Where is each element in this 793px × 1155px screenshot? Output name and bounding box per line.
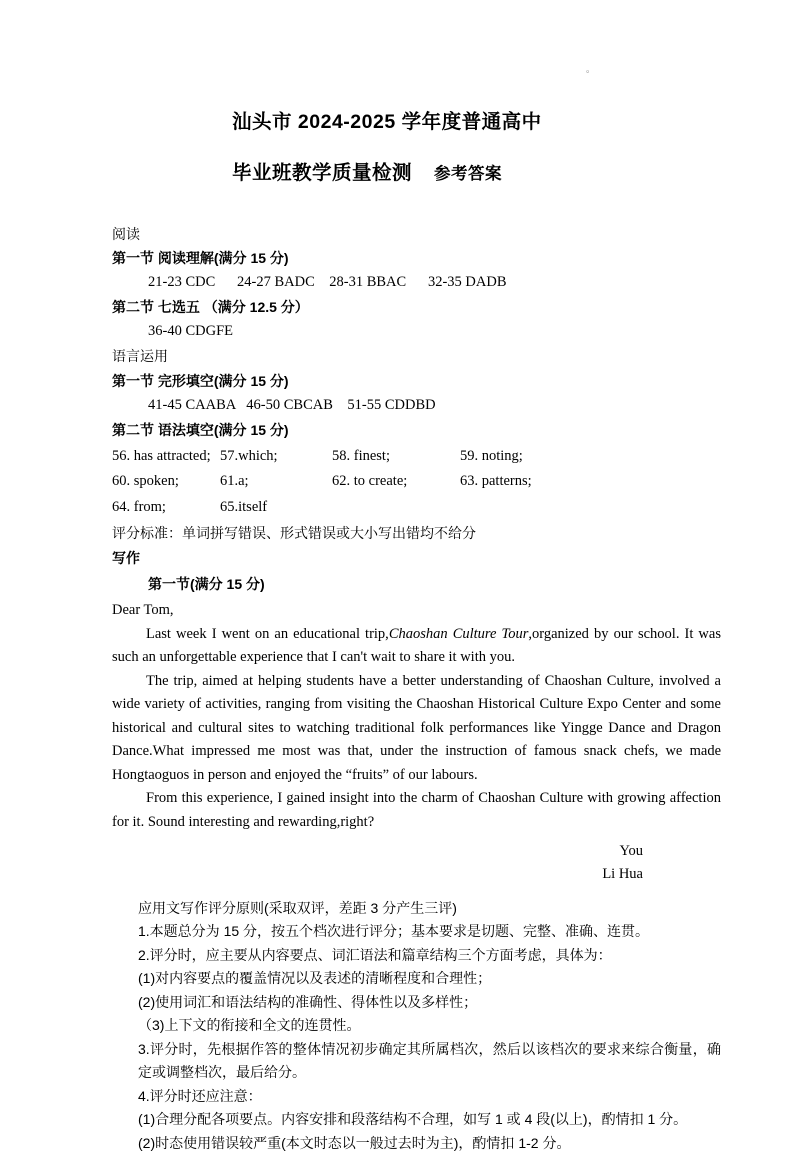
gap-answer: 60. spoken; <box>112 470 220 493</box>
scoring-note-item: (2)时态使用错误较严重(本文时态以一般过去时为主)，酌情扣 1-2 分。 <box>138 1132 721 1155</box>
answer-body <box>112 223 721 1155</box>
letter-salutation: Dear Tom, <box>112 599 721 622</box>
reading-part2-answers: 36-40 CDGFE <box>112 320 721 343</box>
gap-answer: 61.a; <box>220 470 332 493</box>
gap-answer: 64. from; <box>112 496 220 519</box>
gap-answer: 63. patterns; <box>460 470 532 493</box>
gap-answer: 58. finest; <box>332 445 460 468</box>
gap-fill-scoring-note: 评分标准：单词拼写错误、形式错误或大小写出错均不给分 <box>112 522 721 545</box>
scoring-note-item: (2)使用词汇和语法结构的准确性、得体性以及多样性； <box>138 991 721 1015</box>
reading-part1-heading: 第一节 阅读理解(满分 15 分) <box>112 247 721 270</box>
reading-part2-heading: 第二节 七选五 （满分 12.5 分） <box>112 296 721 319</box>
gap-fill-row <box>112 470 721 493</box>
document-title <box>112 108 721 189</box>
gap-answer: 56. has attracted; <box>112 445 220 468</box>
letter-signature <box>112 840 721 886</box>
signature-line-2: Li Hua <box>112 863 643 886</box>
letter-p1-part-b: ,organized by our school. It was such an unforgettable experience that I can't wait to share it with you. <box>112 626 721 665</box>
writing-part1-heading: 第一节(满分 15 分) <box>112 573 721 596</box>
scoring-note-item: 4.评分时还应注意： <box>138 1085 721 1109</box>
gap-answer: 65.itself <box>220 496 332 519</box>
language-part2-heading: 第二节 语法填空(满分 15 分) <box>112 419 721 442</box>
scoring-note-item: （3)上下文的衔接和全文的连贯性。 <box>138 1014 721 1038</box>
reading-part1-answers: 21-23 CDC 24-27 BADC 28-31 BBAC 32-35 DADB <box>112 271 721 294</box>
letter-paragraph-3: From this experience, I gained insight into the charm of Chaoshan Culture with growing affection for it. Sound interesting and rewarding,right? <box>112 787 721 834</box>
letter-paragraph-2: The trip, aimed at helping students have a better understanding of Chaoshan Culture, involved a wide variety of activities, ranging from visiting the Chaoshan Historical Culture Expo Center and some historical and cultural sites to watching traditional folk performances like Yingge Dance and Dragon Dance.What impressed me most was that, under the instruction of famous snack chefs, we made Hongtaoguos in person and enjoyed the “fruits” of our labours. <box>112 670 721 787</box>
gap-fill-answers <box>112 445 721 519</box>
scoring-note-item: 3.评分时，先根据作答的整体情况初步确定其所属档次，然后以该档次的要求来综合衡量，确定或调整档次，最后给分。 <box>138 1038 721 1085</box>
scoring-principles-heading: 应用文写作评分原则(采取双评，差距 3 分产生三评) <box>138 897 721 921</box>
title-line-1: 汕头市 2024-2025 学年度普通高中 <box>232 108 721 137</box>
section-reading-label: 阅读 <box>112 223 721 246</box>
gap-answer <box>332 496 460 519</box>
language-part1-answers: 41-45 CAABA 46-50 CBCAB 51-55 CDDBD <box>112 394 721 417</box>
gap-answer: 59. noting; <box>460 445 523 468</box>
letter-p1-part-a: Last week I went on an educational trip, <box>146 626 389 642</box>
language-part1-heading: 第一节 完形填空(满分 15 分) <box>112 370 721 393</box>
scoring-note-item: 2.评分时，应主要从内容要点、词汇语法和篇章结构三个方面考虑，具体为： <box>138 944 721 968</box>
letter-paragraph-1 <box>112 623 721 670</box>
scoring-note-item: (1)合理分配各项要点。内容安排和段落结构不合理，如写 1 或 4 段(以上)，酌情扣 1 分。 <box>138 1108 721 1132</box>
signature-line-1: You <box>112 840 643 863</box>
section-language-use-label: 语言运用 <box>112 345 721 368</box>
title-subtitle: 参考答案 <box>434 165 502 183</box>
title-line-2-row <box>232 159 721 188</box>
gap-fill-row <box>112 445 721 468</box>
gap-answer: 57.which; <box>220 445 332 468</box>
gap-fill-row <box>112 496 721 519</box>
gap-answer: 62. to create; <box>332 470 460 493</box>
sample-letter <box>112 599 721 834</box>
section-writing-label: 写作 <box>112 547 721 570</box>
scoring-note-item: (1)对内容要点的覆盖情况以及表述的清晰程度和合理性； <box>138 967 721 991</box>
scoring-principles <box>112 897 721 1155</box>
scoring-note-item: 1.本题总分为 15 分，按五个档次进行评分；基本要求是切题、完整、准确、连贯。 <box>138 920 721 944</box>
title-line-2: 毕业班教学质量检测 <box>232 162 412 184</box>
page-watermark: 。 <box>586 62 596 75</box>
letter-p1-italic-title: Chaoshan Culture Tour <box>389 626 529 642</box>
